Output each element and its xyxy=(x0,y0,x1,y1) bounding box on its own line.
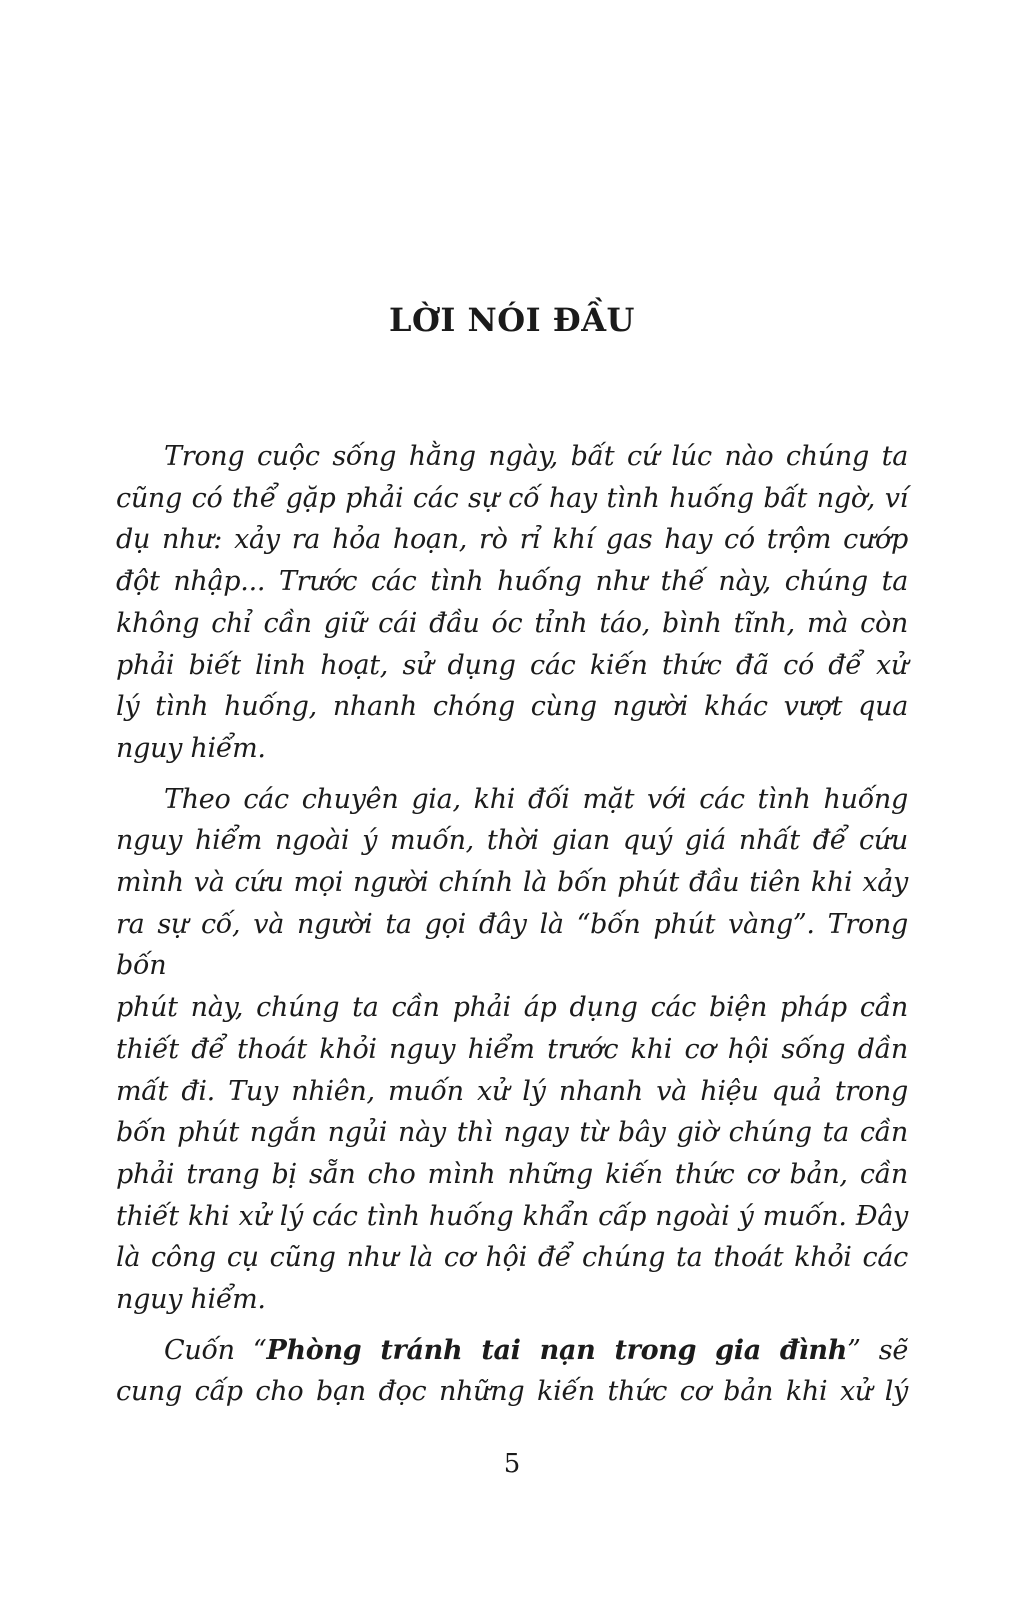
text-line: là công cụ cũng như là cơ hội để chúng ta thoát khỏi các xyxy=(116,1242,908,1274)
page-number: 5 xyxy=(503,1449,521,1479)
text-line: mất đi. Tuy nhiên, muốn xử lý nhanh và hiệu quả trong xyxy=(116,1075,908,1107)
text-line: thiết để thoát khỏi nguy hiểm trước khi cơ hội sống dần xyxy=(116,1033,908,1065)
text-line: lý tình huống, nhanh chóng cùng người khác vượt qua xyxy=(116,691,908,723)
text-line: nguy hiểm ngoài ý muốn, thời gian quý giá nhất để cứu xyxy=(116,825,908,857)
body-text xyxy=(116,436,908,1413)
paragraph xyxy=(116,779,908,1321)
text-line: Trong cuộc sống hằng ngày, bất cứ lúc nào chúng ta xyxy=(164,441,908,472)
text-line: nguy hiểm. xyxy=(116,732,266,764)
book-title-bold: Phòng tránh tai nạn trong gia đình xyxy=(266,1334,848,1366)
text-line: ra sự cố, và người ta gọi đây là “bốn phút vàng”. Trong bốn xyxy=(116,908,908,982)
text-line: bốn phút ngắn ngủi này thì ngay từ bây giờ chúng ta cần xyxy=(116,1117,908,1149)
text-line: phút này, chúng ta cần phải áp dụng các biện pháp cần xyxy=(116,992,908,1024)
text-line: cũng có thể gặp phải các sự cố hay tình huống bất ngờ, ví xyxy=(116,482,908,514)
text-line: Theo các chuyên gia, khi đối mặt với các tình huống xyxy=(164,783,908,815)
text-line: đột nhập... Trước các tình huống như thế này, chúng ta xyxy=(116,566,908,598)
text-line: mình và cứu mọi người chính là bốn phút đầu tiên khi xảy xyxy=(116,867,908,899)
text-line: nguy hiểm. xyxy=(116,1284,266,1316)
text-line: phải trang bị sẵn cho mình những kiến thức cơ bản, cần xyxy=(116,1158,908,1190)
text-line: không chỉ cần giữ cái đầu óc tỉnh táo, bình tĩnh, mà còn xyxy=(116,607,908,639)
paragraph xyxy=(116,1330,908,1413)
paragraph xyxy=(116,436,908,770)
page-title: LỜI NÓI ĐẦU xyxy=(389,301,635,339)
text-line: phải biết linh hoạt, sử dụng các kiến thức đã có để xử xyxy=(116,649,908,681)
text-line: thiết khi xử lý các tình huống khẩn cấp ngoài ý muốn. Đây xyxy=(116,1200,908,1232)
text-line: Cuốn “Phòng tránh tai nạn trong gia đình” sẽ xyxy=(164,1334,909,1366)
text-line: cung cấp cho bạn đọc những kiến thức cơ bản khi xử lý xyxy=(116,1376,908,1408)
text-line: dụ như: xảy ra hỏa hoạn, rò rỉ khí gas hay có trộm cướp xyxy=(116,524,908,556)
